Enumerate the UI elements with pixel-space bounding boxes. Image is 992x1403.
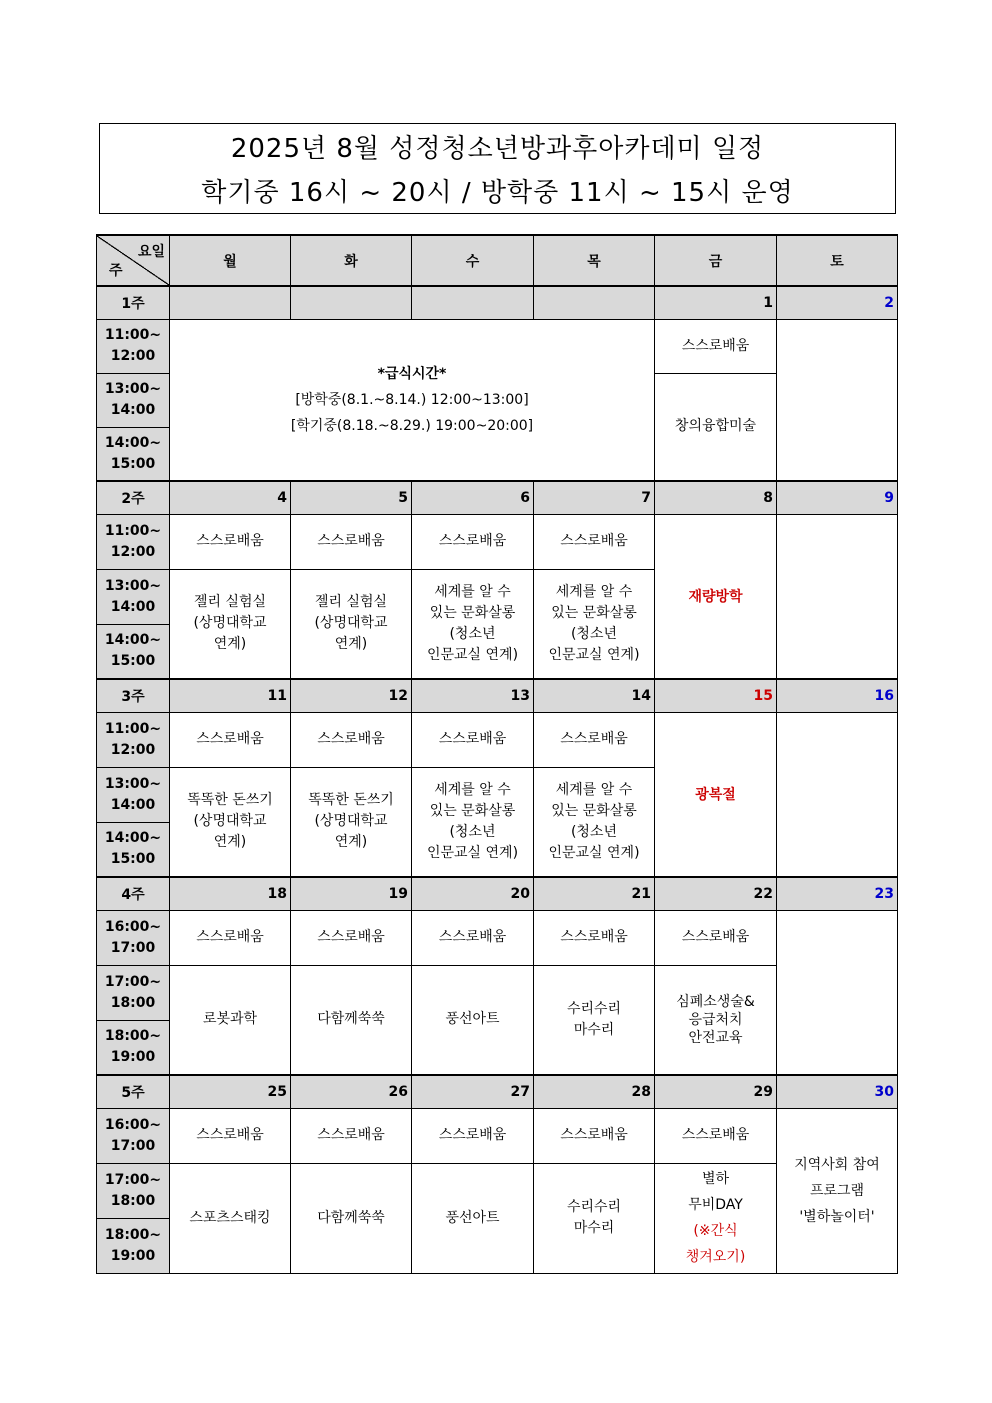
program-cell: 스스로배움 — [534, 712, 655, 767]
date-cell: 20 — [412, 877, 534, 910]
time-slot: 14:00~ 15:00 — [97, 822, 170, 877]
date-cell: 22 — [655, 877, 777, 910]
time-slot: 17:00~ 18:00 — [97, 965, 170, 1020]
program-cell: 세계를 알 수 있는 문화살롱 (청소년 인문교실 연계) — [534, 767, 655, 877]
date-cell: 14 — [534, 679, 655, 712]
program-cell: 스스로배움 — [170, 1108, 291, 1163]
program-cell: 스스로배움 — [170, 910, 291, 965]
empty-sat-cell — [777, 712, 898, 877]
date-cell: 4 — [170, 481, 291, 514]
date-cell-sat: 16 — [777, 679, 898, 712]
date-cell: 1 — [655, 286, 777, 319]
program-cell: 세계를 알 수 있는 문화살롱 (청소년 인문교실 연계) — [412, 569, 534, 679]
time-slot: 17:00~ 18:00 — [97, 1163, 170, 1218]
page-title: 2025년 8월 성정청소년방과후아카데미 일정 — [230, 134, 765, 164]
program-cell: 스스로배움 — [655, 1108, 777, 1163]
time-slot: 14:00~ 15:00 — [97, 427, 170, 481]
date-cell — [534, 286, 655, 319]
program-cell: 로봇과학 — [170, 965, 291, 1075]
date-cell-sat: 2 — [777, 286, 898, 319]
date-cell-sat: 30 — [777, 1075, 898, 1108]
day-header-mon: 월 — [170, 235, 291, 286]
time-slot: 11:00~ 12:00 — [97, 514, 170, 569]
date-cell: 19 — [291, 877, 412, 910]
date-cell: 7 — [534, 481, 655, 514]
program-cell: 스스로배움 — [170, 712, 291, 767]
time-slot: 18:00~ 19:00 — [97, 1218, 170, 1273]
empty-sat-cell — [777, 910, 898, 1075]
corner-cell: 요일 주 — [97, 235, 170, 286]
program-cell: 스스로배움 — [655, 910, 777, 965]
program-cell: 스스로배움 — [291, 712, 412, 767]
date-cell: 18 — [170, 877, 291, 910]
date-cell-holiday: 15 — [655, 679, 777, 712]
date-cell: 28 — [534, 1075, 655, 1108]
date-cell — [170, 286, 291, 319]
program-cell: 젤리 실험실 (상명대학교 연계) — [170, 569, 291, 679]
program-cell: 스스로배움 — [412, 910, 534, 965]
time-slot: 16:00~ 17:00 — [97, 910, 170, 965]
program-cell: 다함께쑥쑥 — [291, 965, 412, 1075]
day-header-wed: 수 — [412, 235, 534, 286]
program-cell: 스스로배움 — [291, 1108, 412, 1163]
program-cell: 풍선아트 — [412, 965, 534, 1075]
date-cell: 25 — [170, 1075, 291, 1108]
program-cell: 스스로배움 — [412, 712, 534, 767]
time-slot: 14:00~ 15:00 — [97, 624, 170, 679]
time-slot: 13:00~ 14:00 — [97, 569, 170, 624]
time-slot: 11:00~ 12:00 — [97, 712, 170, 767]
program-cell: 스스로배움 — [534, 1108, 655, 1163]
holiday-cell: 광복절 — [655, 712, 777, 877]
program-cell: 젤리 실험실 (상명대학교 연계) — [291, 569, 412, 679]
date-cell: 29 — [655, 1075, 777, 1108]
time-slot: 13:00~ 14:00 — [97, 373, 170, 427]
time-slot: 18:00~ 19:00 — [97, 1020, 170, 1075]
program-cell: 스포츠스태킹 — [170, 1163, 291, 1273]
date-cell — [412, 286, 534, 319]
program-cell: 스스로배움 — [534, 514, 655, 569]
program-cell: 스스로배움 — [170, 514, 291, 569]
day-header-sat: 토 — [777, 235, 898, 286]
program-cell: 스스로배움 — [291, 910, 412, 965]
time-slot: 11:00~ 12:00 — [97, 319, 170, 373]
program-cell: 수리수리 마수리 — [534, 1163, 655, 1273]
program-cell: 스스로배움 — [534, 910, 655, 965]
date-cell: 26 — [291, 1075, 412, 1108]
day-header-tue: 화 — [291, 235, 412, 286]
date-cell: 21 — [534, 877, 655, 910]
holiday-cell: 재량방학 — [655, 514, 777, 679]
day-header-fri: 금 — [655, 235, 777, 286]
meal-notice: *급식시간* [방학중(8.1.~8.14.) 12:00~13:00] [학기중(8.18.~8.29.) 19:00~20:00] — [170, 319, 655, 481]
page-subtitle: 학기중 16시 ~ 20시 / 방학중 11시 ~ 15시 운영 — [201, 178, 794, 208]
program-cell: 똑똑한 돈쓰기 (상명대학교 연계) — [170, 767, 291, 877]
date-cell: 8 — [655, 481, 777, 514]
date-cell: 6 — [412, 481, 534, 514]
empty-sat-cell — [777, 319, 898, 481]
date-cell-sat: 23 — [777, 877, 898, 910]
program-cell: 풍선아트 — [412, 1163, 534, 1273]
date-cell: 27 — [412, 1075, 534, 1108]
program-cell: 스스로배움 — [412, 1108, 534, 1163]
program-cell: 세계를 알 수 있는 문화살롱 (청소년 인문교실 연계) — [412, 767, 534, 877]
program-cell: 별하 무비DAY (※간식 챙겨오기) — [655, 1163, 777, 1273]
date-cell-sat: 9 — [777, 481, 898, 514]
program-cell: 심폐소생술& 응급처치 안전교육 — [655, 965, 777, 1075]
schedule-table — [96, 234, 898, 1274]
program-cell: 다함께쑥쑥 — [291, 1163, 412, 1273]
empty-sat-cell — [777, 514, 898, 679]
time-slot: 16:00~ 17:00 — [97, 1108, 170, 1163]
date-cell: 11 — [170, 679, 291, 712]
title-box — [99, 123, 896, 214]
week-label: 5주 — [97, 1075, 170, 1108]
date-cell: 13 — [412, 679, 534, 712]
week-label: 2주 — [97, 481, 170, 514]
program-cell: 스스로배움 — [291, 514, 412, 569]
date-cell: 5 — [291, 481, 412, 514]
program-cell: 스스로배움 — [412, 514, 534, 569]
program-cell: 세계를 알 수 있는 문화살롱 (청소년 인문교실 연계) — [534, 569, 655, 679]
week-label: 3주 — [97, 679, 170, 712]
date-cell: 12 — [291, 679, 412, 712]
program-cell: 창의융합미술 — [655, 373, 777, 481]
time-slot: 13:00~ 14:00 — [97, 767, 170, 822]
program-cell: 수리수리 마수리 — [534, 965, 655, 1075]
day-header-thu: 목 — [534, 235, 655, 286]
date-cell — [291, 286, 412, 319]
week-label: 4주 — [97, 877, 170, 910]
program-cell: 똑똑한 돈쓰기 (상명대학교 연계) — [291, 767, 412, 877]
program-cell: 스스로배움 — [655, 319, 777, 373]
week-label: 1주 — [97, 286, 170, 319]
community-program-cell: 지역사회 참여 프로그램 '별하놀이터' — [777, 1108, 898, 1273]
